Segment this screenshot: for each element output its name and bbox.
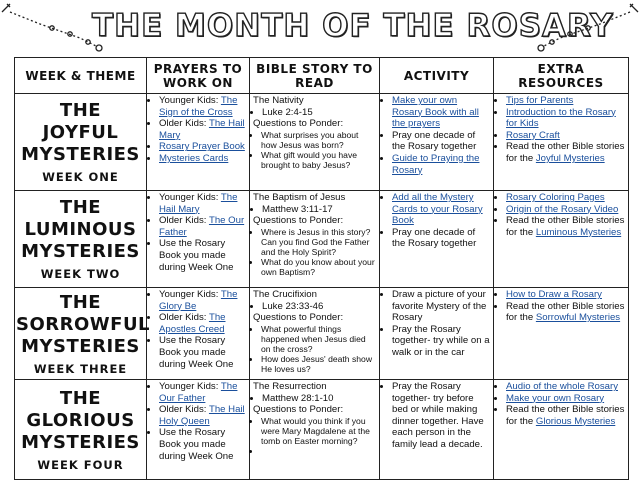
story-title: The Baptism of Jesus: [253, 192, 346, 203]
activity-cell: [380, 94, 494, 191]
activity-text: Pray the Rosary together- try before bed or while making dinner together. Have each person in the family lead a decade.: [392, 381, 484, 450]
list-item: [159, 141, 246, 153]
list-item: [392, 95, 490, 130]
prayer-link[interactable]: The Hail Mary: [159, 118, 245, 141]
activity-list: [383, 192, 490, 250]
list-item: [159, 215, 246, 238]
questions-list: [253, 416, 376, 456]
prayer-label: Older Kids:: [159, 404, 209, 416]
questions-label: Questions to Ponder:: [253, 404, 344, 416]
questions-list: [253, 324, 376, 374]
prayer-label: Use the Rosary Book you made during Week One: [159, 238, 234, 273]
resource-link[interactable]: Rosary Craft: [506, 129, 560, 141]
table-row: [15, 380, 629, 480]
list-item: [506, 301, 625, 324]
prayer-label: Use the Rosary Book you made during Week One: [159, 335, 234, 370]
questions-label: Questions to Ponder:: [253, 118, 344, 130]
theme-title: SORROWFUL: [16, 313, 151, 335]
prayer-link[interactable]: The Our Father: [159, 381, 238, 404]
bible-story-cell: [250, 288, 380, 380]
questions-list: [253, 130, 376, 170]
resource-text: Read the other Bible stories for the: [506, 300, 625, 324]
resource-link[interactable]: Tips for Parents: [506, 95, 574, 106]
list-item: [506, 107, 625, 130]
prayers-cell: [147, 94, 250, 191]
activity-list: [383, 95, 490, 176]
list-item: [392, 153, 490, 176]
resources-cell: [494, 288, 629, 380]
prayer-link[interactable]: The Glory Be: [159, 289, 238, 312]
activity-text: Draw a picture of your favorite Mystery of the Rosary: [392, 289, 487, 324]
week-label: WEEK FOUR: [37, 457, 124, 472]
story-title: The Nativity: [253, 95, 304, 106]
list-item: [392, 324, 490, 359]
rosary-plan-table: [14, 57, 629, 480]
list-item: [506, 215, 625, 238]
header-activity: ACTIVITY: [380, 58, 494, 94]
theme-title: LUMINOUS: [24, 219, 137, 240]
header-prayers: PRAYERS TO WORK ON: [147, 58, 250, 94]
resource-link[interactable]: Rosary Coloring Pages: [506, 192, 605, 203]
resource-text: Read the other Bible stories for the: [506, 141, 625, 164]
list-item: [159, 427, 246, 462]
prayer-link[interactable]: Mysteries Cards: [159, 152, 229, 164]
question-item: • Where is Jesus in this story? Can you find God the Father and the Holy Spirit?: [261, 227, 376, 257]
list-item: [506, 192, 625, 204]
resources-cell: [494, 191, 629, 288]
activity-text: Pray the Rosary together- try while on a walk or in the car: [392, 323, 490, 358]
prayer-link[interactable]: The Hail Mary: [159, 192, 238, 215]
story-reference-list: [253, 107, 376, 119]
theme-title: THE: [59, 100, 102, 121]
header-week-theme: WEEK & THEME: [15, 58, 147, 94]
theme-title: GLORIOUS: [26, 409, 135, 431]
activity-cell: [380, 288, 494, 380]
resource-link[interactable]: Sorrowful Mysteries: [535, 312, 621, 324]
theme-title: MYSTERIES: [21, 241, 140, 262]
resource-link[interactable]: Glorious Mysteries: [535, 415, 616, 427]
prayers-cell: [147, 288, 250, 380]
resource-text: Read the other Bible stories for the: [506, 404, 625, 427]
resource-link[interactable]: Origin of the Rosary Video: [506, 203, 619, 215]
list-item: [506, 130, 625, 142]
list-item: [506, 393, 625, 405]
list-item: [506, 381, 625, 393]
theme-title: MYSTERIES: [21, 144, 140, 165]
prayer-label: Younger Kids:: [159, 192, 221, 203]
list-item: [392, 381, 490, 451]
prayer-link[interactable]: The Our Father: [159, 215, 245, 238]
list-item: [159, 118, 246, 141]
resource-link[interactable]: Make your own Rosary: [506, 392, 605, 404]
activity-link[interactable]: Guide to Praying the Rosary: [392, 152, 480, 176]
header-bible-story: BIBLE STORY TO READ: [250, 58, 380, 94]
week-label: WEEK TWO: [40, 267, 121, 281]
prayer-label: Younger Kids:: [159, 95, 221, 106]
list-item: [159, 153, 246, 165]
list-item: [392, 192, 490, 227]
prayers-list: [150, 289, 246, 370]
resource-link[interactable]: Introduction to the Rosary for Kids: [506, 106, 616, 130]
week-theme-cell: [15, 191, 147, 288]
story-reference-list: [253, 204, 376, 216]
list-item: [159, 289, 246, 312]
questions-list: [253, 227, 376, 277]
resources-cell: [494, 94, 629, 191]
resources-list: [497, 381, 625, 427]
activity-list: [383, 381, 490, 451]
resources-list: [497, 192, 625, 238]
questions-label: Questions to Ponder:: [253, 215, 344, 227]
story-reference: • Matthew 3:11-17: [262, 204, 376, 216]
prayer-link[interactable]: The Hail Holy Queen: [159, 404, 245, 427]
story-title: The Resurrection: [253, 381, 327, 392]
theme-title: MYSTERIES: [21, 335, 140, 357]
prayer-label: Younger Kids:: [159, 381, 221, 392]
question-item: [261, 446, 376, 456]
activity-list: [383, 289, 490, 359]
resource-link[interactable]: How to Draw a Rosary: [506, 289, 602, 300]
week-theme-cell: [15, 380, 147, 480]
question-item: • What powerful things happened when Jesus died on the cross?: [261, 324, 376, 354]
story-reference: • Luke 23:33-46: [262, 301, 376, 313]
list-item: [159, 238, 246, 273]
list-item: [159, 381, 246, 404]
list-item: [159, 95, 246, 118]
story-reference: • Matthew 28:1-10: [262, 393, 376, 405]
question-item: • What do you know about your own Baptism?: [261, 257, 376, 277]
bible-story-cell: [250, 191, 380, 288]
prayers-list: [150, 95, 246, 165]
week-label: WEEK ONE: [42, 170, 119, 184]
list-item: [506, 404, 625, 427]
prayer-link[interactable]: The Sign of the Cross: [159, 95, 238, 118]
bible-story-cell: [250, 380, 380, 480]
resource-link[interactable]: Joyful Mysteries: [535, 152, 605, 164]
prayer-label: Older Kids:: [159, 118, 209, 130]
resources-cell: [494, 380, 629, 480]
table-row: [15, 94, 629, 191]
prayer-link[interactable]: Rosary Prayer Book: [159, 141, 245, 153]
resource-link[interactable]: Luminous Mysteries: [535, 226, 622, 238]
story-reference-list: [253, 393, 376, 405]
week-label: WEEK THREE: [33, 361, 128, 376]
prayers-cell: [147, 380, 250, 480]
resource-link[interactable]: Audio of the whole Rosary: [506, 381, 618, 392]
activity-link[interactable]: Add all the Mystery Cards to your Rosary Book: [392, 192, 483, 227]
header-extra-resources: EXTRA RESOURCES: [494, 58, 629, 94]
question-item: • How does Jesus' death show He loves us?: [261, 354, 376, 374]
resources-list: [497, 289, 625, 324]
week-theme-cell: [15, 288, 151, 380]
list-item: [506, 204, 625, 216]
rosary-right-icon: [530, 0, 640, 56]
question-item: • What would you think if you were Mary Magdalene at the tomb on Easter morning?: [261, 416, 376, 446]
prayers-list: [150, 381, 246, 462]
list-item: [392, 130, 490, 153]
page-title: THE MONTH OF THE ROSARY: [92, 8, 614, 44]
activity-link[interactable]: Make your own Rosary Book with all the prayers: [392, 95, 479, 130]
resources-list: [497, 95, 625, 165]
prayer-label: Older Kids:: [159, 215, 209, 227]
list-item: [392, 227, 490, 250]
theme-title: THE: [59, 291, 102, 313]
prayers-list: [150, 192, 246, 273]
prayer-link[interactable]: The Apostles Creed: [159, 312, 226, 335]
theme-title: THE: [59, 387, 102, 409]
activity-cell: [380, 380, 494, 480]
activity-cell: [380, 191, 494, 288]
prayer-label: Older Kids:: [159, 312, 209, 324]
list-item: [159, 404, 246, 427]
table-row: [15, 288, 629, 380]
theme-title: MYSTERIES: [21, 431, 140, 453]
week-theme-cell: [15, 94, 147, 191]
question-item: • What surprises you about how Jesus was born?: [261, 130, 376, 150]
theme-title: THE: [59, 197, 102, 218]
list-item: [159, 335, 246, 370]
question-item: • What gift would you have brought to baby Jesus?: [261, 150, 376, 170]
story-reference: • Luke 2:4-15: [262, 107, 376, 119]
list-item: [506, 95, 625, 107]
list-item: [159, 192, 246, 215]
story-title: The Crucifixion: [253, 289, 317, 300]
prayer-label: Use the Rosary Book you made during Week One: [159, 427, 234, 462]
list-item: [159, 312, 246, 335]
activity-text: Pray one decade of the Rosary together: [392, 129, 477, 153]
bible-story-cell: [250, 94, 380, 191]
list-item: [392, 289, 490, 324]
list-item: [506, 141, 625, 164]
activity-text: Pray one decade of the Rosary together: [392, 226, 477, 250]
list-item: [506, 289, 625, 301]
questions-label: Questions to Ponder:: [253, 312, 344, 324]
table-row: [15, 191, 629, 288]
prayer-label: Younger Kids:: [159, 289, 221, 300]
story-reference-list: [253, 301, 376, 313]
resource-text: Read the other Bible stories for the: [506, 215, 625, 238]
title-banner: [0, 0, 640, 54]
theme-title: JOYFUL: [42, 122, 119, 143]
prayers-cell: [147, 191, 250, 288]
